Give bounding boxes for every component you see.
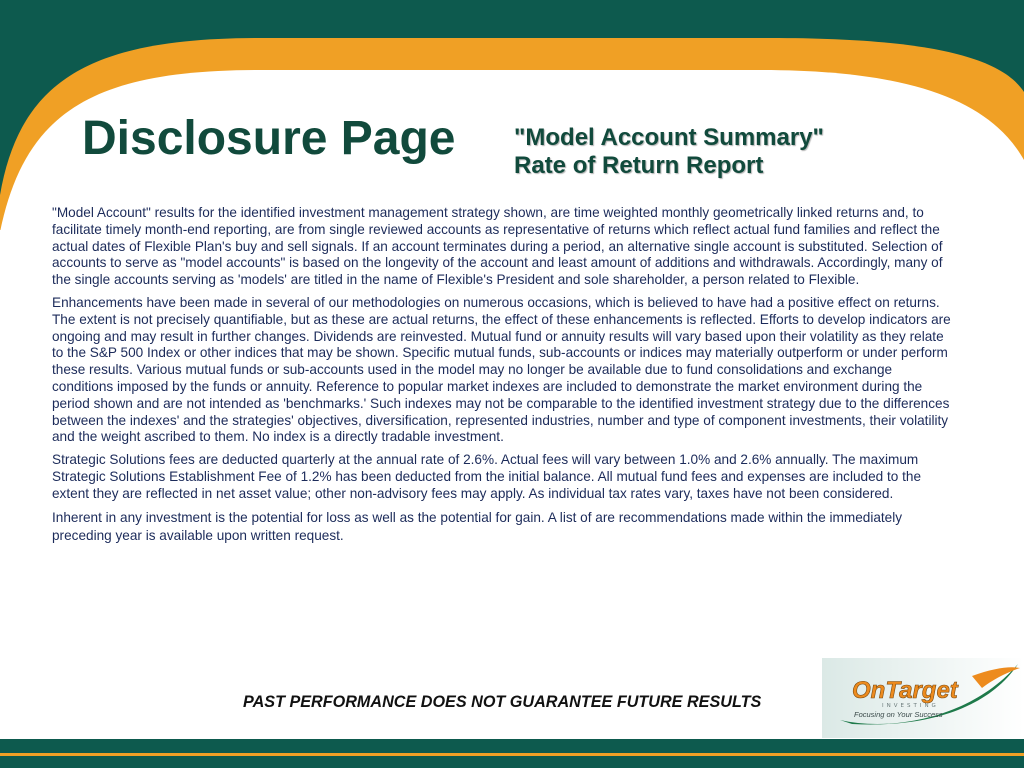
logo-brand-on: On xyxy=(852,677,886,704)
ontarget-logo xyxy=(822,658,1024,738)
disclosure-body xyxy=(52,205,956,552)
subtitle-line-2: Rate of Return Report xyxy=(514,152,764,179)
logo-brand-target: Target xyxy=(885,677,958,704)
disclosure-paragraph-fees: Strategic Solutions fees are deducted quarterly at the annual rate of 2.6%. Actual fees will vary between 1.0% and 2.6% annually. The maximum Strategic Solutions Establishment Fee of 1.2% has been deducted from the initial balance. All mutual fund fees and expenses are included to the extent they are reflected in net asset value; other non-advisory fees may apply. As individual tax rates vary, taxes have not been considered. xyxy=(52,452,922,501)
page-title: Disclosure Page xyxy=(82,112,456,165)
report-subtitle xyxy=(514,124,824,180)
disclosure-paragraph-model-account: "Model Account" results for the identified investment management strategy shown, are time weighted monthly geometrically linked returns and, to facilitate timely month-end reporting, are from single reviewed accounts as representative of returns which reflect actual fund families and reflect the actual dates of Flexible Plan's buy and sell signals. If an account terminates during a period, an alternative single account is substituted. Selection of accounts to serve as "model accounts" is based on the longevity of the account and least amount of additions and withdrawals. Accordingly, many of the single accounts serving as 'models' are titled in the name of Flexible's President and sole shareholder, a person related to Flexible. xyxy=(52,205,943,288)
logo-sub: INVESTING xyxy=(882,703,939,709)
bottom-teal-strip xyxy=(0,756,1024,768)
past-performance-disclaimer: PAST PERFORMANCE DOES NOT GUARANTEE FUTURE RESULTS xyxy=(243,693,762,711)
logo-tagline: Focusing on Your Success xyxy=(854,710,943,719)
bottom-teal-band xyxy=(0,739,1024,753)
bottom-orange-stripe xyxy=(0,753,1024,756)
subtitle-line-1: "Model Account Summary" xyxy=(514,124,824,151)
disclosure-paragraph-risk: Inherent in any investment is the potential for loss as well as the potential for gain. A list of are recommendations made within the immediately preceding year is available upon written request. xyxy=(52,509,903,544)
svg-text:OnTarget xyxy=(852,677,959,704)
disclosure-paragraph-enhancements: Enhancements have been made in several of our methodologies on numerous occasions, which is believed to have had a positive effect on returns. The extent is not precisely quantifiable, but as these are actual returns, the effect of these enhancements is reflected. Efforts to develop indicators are ongoing and may result in further changes. Dividends are reinvested. Mutual fund or annuity results will vary based upon their volatility as they relate to the S&P 500 Index or other indices that may be shown. Specific mutual funds, sub-accounts or indices may materially outperform or under perform these results. Various mutual funds or sub-accounts used in the model may no longer be available due to fund consolidations and exchange conditions imposed by the funds or annuity. Reference to popular market indexes are included to demonstrate the market environment during the period shown and are not intended as 'benchmarks.' Such indexes may not be comparable to the identified investment strategy due to the differences between the indexes' and the strategies' objectives, diversification, represented industries, number and type of component investments, their volatility and the weight ascribed to them. No index is a directly tradable investment. xyxy=(52,294,951,445)
